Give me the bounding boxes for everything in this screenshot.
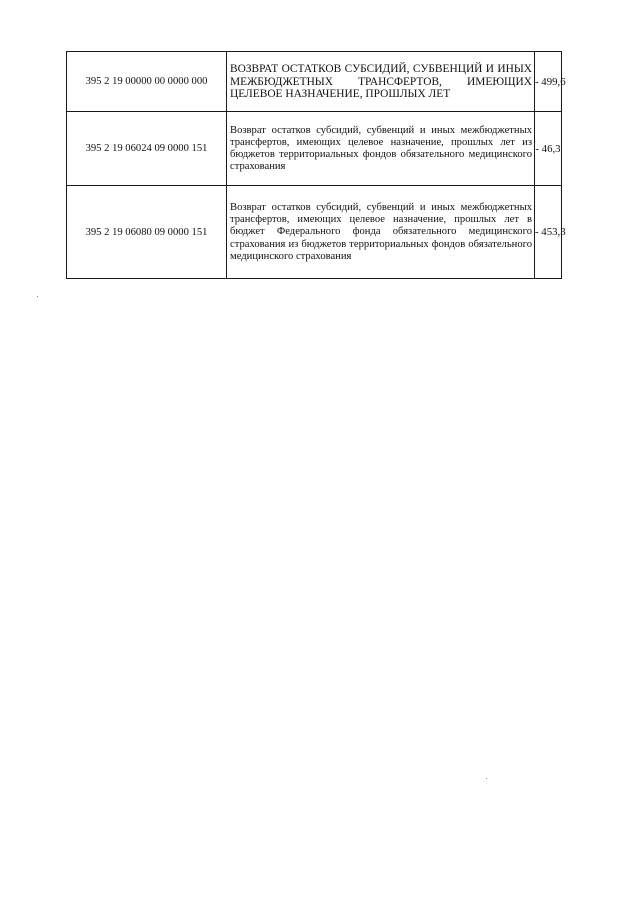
row-amount: - 453,3 bbox=[535, 186, 562, 279]
row-name: ВОЗВРАТ ОСТАТКОВ СУБСИДИЙ, СУБВЕНЦИЙ И ИНЫХ МЕЖБЮДЖЕТНЫХ ТРАНСФЕРТОВ, ИМЕЮЩИХ ЦЕЛЕВОЕ НАЗНАЧЕНИЕ, ПРОШЛЫХ ЛЕТ bbox=[227, 52, 535, 112]
table-row bbox=[67, 112, 562, 186]
scan-speck bbox=[37, 296, 38, 297]
row-code: 395 2 19 06024 09 0000 151 bbox=[67, 112, 227, 186]
table-row bbox=[67, 52, 562, 112]
scan-speck bbox=[486, 778, 487, 779]
budget-table bbox=[66, 51, 566, 279]
table-row bbox=[67, 186, 562, 279]
row-name: Возврат остатков субсидий, субвенций и иных межбюджетных трансфертов, имеющих целевое назначение, прошлых лет в бюджет Федерального фонда обязательного медицинского страхования из бюджетов территориальных фондов обязательного медицинского страхования bbox=[227, 186, 535, 279]
row-code: 395 2 19 06080 09 0000 151 bbox=[67, 186, 227, 279]
row-amount: - 46,3 bbox=[535, 112, 562, 186]
row-amount: - 499,6 bbox=[535, 52, 562, 112]
row-code: 395 2 19 00000 00 0000 000 bbox=[67, 52, 227, 112]
row-name: Возврат остатков субсидий, субвенций и иных межбюджетных трансфертов, имеющих целевое назначение, прошлых лет из бюджетов территориальных фондов обязательного медицинского страхования bbox=[227, 112, 535, 186]
